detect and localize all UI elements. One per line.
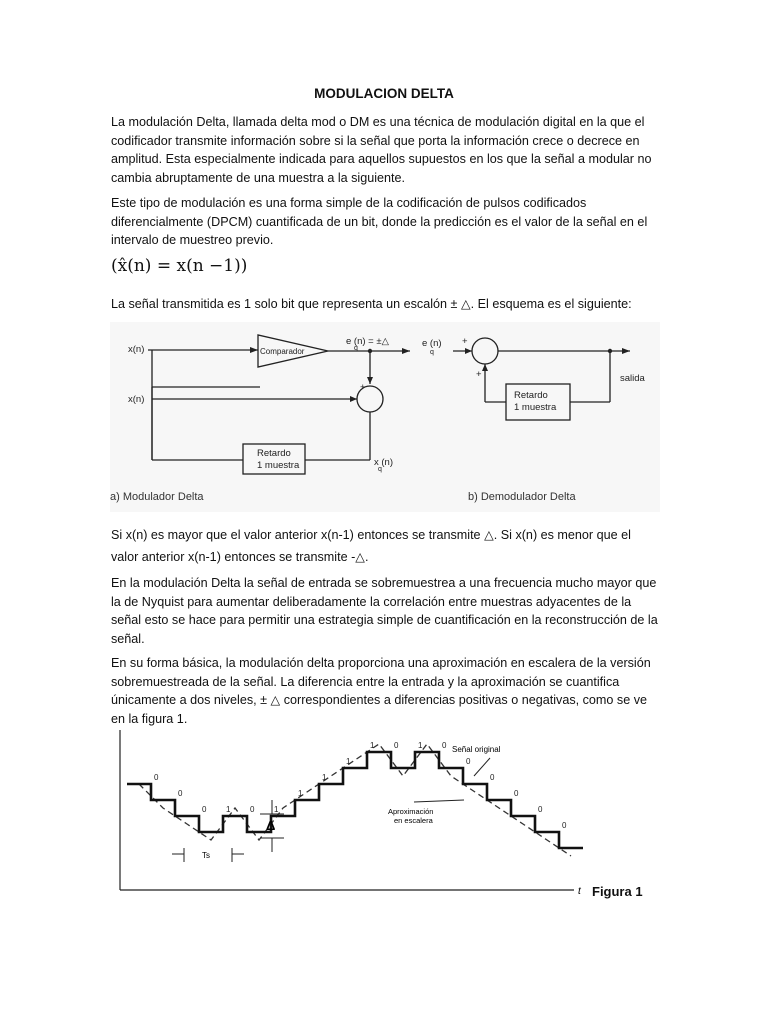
label-xn: x(n): [128, 344, 145, 355]
bit-label: 1: [346, 757, 351, 766]
label-muestra-2: 1 muestra: [514, 402, 557, 413]
label-muestra-1: 1 muestra: [257, 460, 300, 471]
paragraph-staircase: En su forma básica, la modulación delta proporciona una aproximación en escalera de la versión sobremuestreada de la señal. La diferencia entre la entrada y la aproximación se cuantifica únicamente a dos niveles, ± △ correspondientes a diferencias positivas o negativas, como se ve en la figura 1.: [111, 656, 651, 726]
label-retardo-2: Retardo: [514, 390, 548, 401]
ts-label: Ts: [202, 851, 210, 860]
bit-label: 0: [202, 805, 207, 814]
label-salida: salida: [620, 373, 645, 384]
paragraph-dpcm: Este tipo de modulación es una forma simple de la codificación de pulsos codificados diferencialmente (DPCM) cuantificada de un bit, donde la predicción es el valor de la señal en el intervalo de muestreo previo.: [111, 196, 648, 248]
bit-label: 0: [394, 741, 399, 750]
bit-label: 0: [490, 773, 495, 782]
figure-1-staircase-chart: [112, 730, 592, 910]
delta-modulator-diagram: [110, 322, 660, 512]
bit-label: 0: [442, 741, 447, 750]
label-q-sub: q: [354, 345, 358, 352]
bit-label: 0: [562, 821, 567, 830]
delta-label: Δ: [266, 818, 276, 833]
bit-label: 1: [226, 805, 231, 814]
original-signal-label: Señal original: [452, 745, 501, 754]
figure-caption: Figura 1: [592, 884, 643, 899]
t-axis-label: t: [578, 886, 581, 897]
caption-modulador: a) Modulador Delta: [110, 491, 204, 503]
staircase-label-1: Aproximación: [388, 807, 434, 816]
label-eq-out: e (n) = ±△: [346, 336, 389, 347]
paragraph-intro: La modulación Delta, llamada delta mod o DM es una técnica de modulación digital en la que el codificador transmite información sobre si la señal que porta la información crece o decrece en amplitud. Esta especialmente indicada para aquellos supuestos en los que la señal a modular no cambia abruptamente de una muestra a la siguiente.: [111, 115, 652, 185]
paragraph-step: La señal transmitida es 1 solo bit que representa un escalón ± △. El esquema es el siguiente:: [111, 297, 632, 311]
bit-label: 1: [418, 741, 423, 750]
staircase-line: [127, 752, 583, 848]
label-plus-2: +: [462, 336, 468, 347]
bit-label: 0: [466, 757, 471, 766]
label-plus-1: +: [360, 382, 366, 393]
staircase-label-2: en escalera: [394, 816, 433, 825]
label-xhat: x(n): [128, 394, 145, 405]
bit-label: 0: [250, 805, 255, 814]
paragraph-oversampling: En la modulación Delta la señal de entrada se sobremuestrea a una frecuencia mucho mayor que la de Nyquist para aumentar deliberadamente la correlación entre muestras adyacentes de la señal esto se hace para permitir una estrategia simple de cuantificación en la reconstrucción de la señal.: [111, 576, 658, 646]
label-minus-1: −: [348, 394, 354, 405]
label-q-sub-2: q: [378, 466, 382, 473]
label-plus-3: +: [476, 369, 482, 380]
bit-label: 1: [370, 741, 375, 750]
label-xq: x (n): [374, 457, 393, 468]
label-comparador: Comparador: [260, 347, 305, 356]
bit-label: 0: [538, 805, 543, 814]
label-eq-in: e (n): [422, 338, 442, 349]
label-q-sub-3: q: [430, 349, 434, 356]
prediction-formula: (x̂(n) = x(n −1)): [111, 256, 248, 276]
bit-label: 1: [298, 789, 303, 798]
bit-label: 1: [322, 773, 327, 782]
bit-label: 0: [178, 789, 183, 798]
paragraph-comparison: Si x(n) es mayor que el valor anterior x(n-1) entonces se transmite △. Si x(n) es menor que el valor anterior x(n-1) entonces se transmite -△.: [111, 528, 631, 564]
label-retardo-1: Retardo: [257, 448, 291, 459]
page-title: MODULACION DELTA: [314, 86, 454, 101]
bit-label: 0: [154, 773, 159, 782]
caption-demodulador: b) Demodulador Delta: [468, 491, 576, 503]
bit-label: 0: [514, 789, 519, 798]
bit-label: 1: [274, 805, 279, 814]
